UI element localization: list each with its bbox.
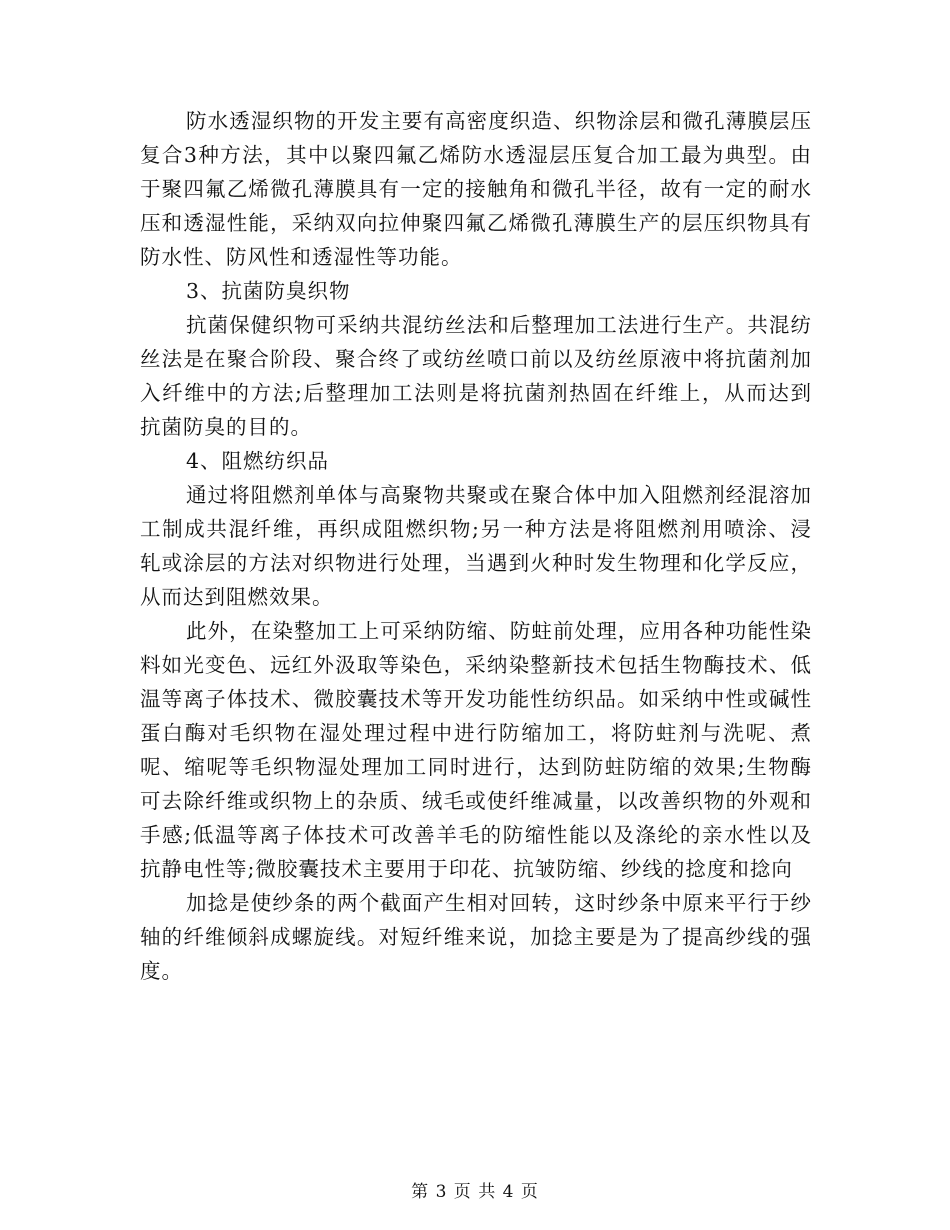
paragraph-dyeing-finishing: 此外，在染整加工上可采纳防缩、防蛀前处理，应用各种功能性染料如光变色、远红外汲取等染色，采纳染整新技术包括生物酶技术、低温等离子体技术、微胶囊技术等开发功能性纺织品。如采纳中性或碱性蛋白酶对毛织物在湿处理过程中进行防缩加工，将防蛀剂与洗呢、煮呢、缩呢等毛织物湿处理加工同时进行，达到防蛀防缩的效果;生物酶可去除纤维或织物上的杂质、绒毛或使纤维减量，以改善织物的外观和手感;低温等离子体技术可改善羊毛的防缩性能以及涤纶的亲水性以及抗静电性等;微胶囊技术主要用于印花、抗皱防缩、纱线的捻度和捻向 <box>140 619 812 881</box>
page-footer <box>0 1181 950 1203</box>
document-body <box>140 104 812 988</box>
section-heading-flame-retardant: 4、阻燃纺织品 <box>186 449 330 473</box>
page-number-label: 第 3 页 共 4 页 <box>411 1182 539 1202</box>
paragraph-waterproof-breathable: 防水透湿织物的开发主要有高密度织造、织物涂层和微孔薄膜层压复合3种方法，其中以聚四氟乙烯防水透湿层压复合加工最为典型。由于聚四氟乙烯微孔薄膜具有一定的接触角和微孔半径，故有一定的耐水压和透湿性能，采纳双向拉伸聚四氟乙烯微孔薄膜生产的层压织物具有防水性、防风性和透湿性等功能。 <box>140 109 812 269</box>
paragraph-twisting: 加捻是使纱条的两个截面产生相对回转，这时纱条中原来平行于纱轴的纤维倾斜成螺旋线。对短纤维来说，加捻主要是为了提高纱线的强度。 <box>140 891 812 983</box>
section-heading-antibacterial: 3、抗菌防臭织物 <box>186 279 351 303</box>
paragraph-flame-retardant: 通过将阻燃剂单体与高聚物共聚或在聚合体中加入阻燃剂经混溶加工制成共混纤维，再织成阻燃织物;另一种方法是将阻燃剂用喷涂、浸轧或涂层的方法对织物进行处理，当遇到火种时发生物理和化学反应，从而达到阻燃效果。 <box>140 483 812 609</box>
paragraph-antibacterial: 抗菌保健织物可采纳共混纺丝法和后整理加工法进行生产。共混纺丝法是在聚合阶段、聚合终了或纺丝喷口前以及纺丝原液中将抗菌剂加入纤维中的方法;后整理加工法则是将抗菌剂热固在纤维上，从而达到抗菌防臭的目的。 <box>140 313 812 439</box>
